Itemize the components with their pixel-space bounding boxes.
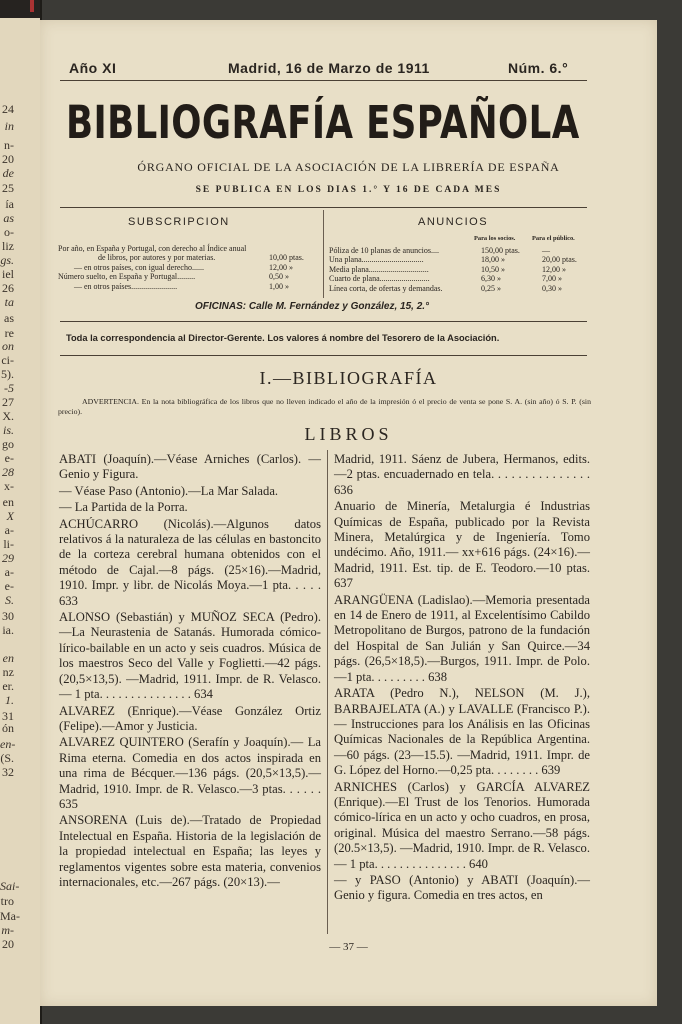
margin-fragment: x-	[4, 479, 14, 493]
bibliography-entry: ALVAREZ (Enrique).—Véase González Ortiz (Felipe).—Amor y Justicia.	[59, 703, 321, 733]
subscription-price: 12,00 »	[269, 262, 293, 272]
margin-fragment: a-	[4, 523, 14, 537]
ads-public: —	[542, 246, 550, 255]
margin-fragment: as	[4, 311, 14, 325]
margin-fragment: ia.	[2, 623, 14, 637]
publication-subtitle: ÓRGANO OFICIAL DE LA ASOCIACIÓN DE LA LIBRERÍA DE ESPAÑA	[137, 160, 560, 174]
subscription-row	[58, 272, 316, 281]
ads-table	[329, 246, 589, 293]
section-title: I.—BIBLIOGRAFÍA	[259, 368, 438, 388]
margin-fragment: iel	[2, 267, 14, 281]
ads-title: ANUNCIOS	[418, 216, 489, 228]
margin-fragment: ón	[2, 721, 14, 735]
ads-row	[329, 246, 589, 255]
margin-fragment: 1.	[5, 693, 14, 707]
margin-fragment: 25	[2, 181, 14, 195]
ads-public: 20,00 ptas.	[542, 255, 577, 265]
margin-fragment: 5).	[1, 367, 14, 381]
margin-fragment: m-	[1, 923, 14, 937]
ads-row	[329, 265, 589, 274]
margin-fragment: as	[3, 211, 14, 225]
info-divider	[323, 210, 324, 298]
bibliography-entry: ANSORENA (Luis de).—Tratado de Propiedad Intelectual en España. Historia de la legislación de la propiedad intelectual en España; las leyes y reglamentos vigentes sobre esta materia, convenios internacionales, etc.—267 págs. (20×13).—	[59, 813, 321, 889]
correspondence-notice: Toda la correspondencia al Director-Gerente. Los valores á nombre del Tesorero de la Asociación.	[66, 333, 500, 343]
margin-fragment: en-	[0, 737, 16, 751]
margin-fragment: is.	[2, 423, 14, 437]
ads-header-public: Para el público.	[532, 235, 575, 242]
subscription-row	[58, 244, 316, 253]
margin-fragment: S.	[5, 593, 14, 607]
bibliography-entry: ARATA (Pedro N.), NELSON (M. J.), BARBAJELATA (A.) y LAVALLE (Francisco P.).— Instrucciones para los Análisis en las Oficinas Químicas Nacionales de la República Argentina.—60 págs. (23—15.5). —Madrid, 1911. Impr. de G. López del Horno.—0,25 pta. . . . . . . . 639	[334, 686, 590, 778]
top-info-rule	[60, 207, 587, 208]
ads-label: Media plana..............................	[329, 264, 429, 274]
left-column	[59, 452, 321, 891]
margin-fragment: 29	[2, 551, 14, 565]
ads-members: 18,00 »	[481, 255, 505, 265]
bibliography-entry: — Véase Paso (Antonio).—La Mar Salada.	[59, 483, 279, 498]
bibliography-entry: — La Partida de la Porra.	[59, 500, 188, 515]
bibliography-entry: ALVAREZ QUINTERO (Serafín y Joaquín).— La Rima eterna. Comedia en dos actos inspirada en una rima de Bécquer.—136 págs. (20,5×13,5).—Madrid, 1910. Impr. de R. Velasco.—3 ptas. . . . . . 635	[59, 735, 321, 811]
margin-fragment: er.	[2, 679, 14, 693]
issue-number: Núm. 6.°	[508, 60, 569, 76]
red-marker	[30, 0, 34, 12]
section-rule	[60, 355, 587, 356]
advertencia-note: ADVERTENCIA. En la nota bibliográfica de los libros que no lleven indicado el año de la impresión ó el precio de venta se pone S. A. (sin año) ó S. P. (sin precio).	[58, 397, 591, 416]
subscription-table	[58, 244, 316, 291]
margin-fragment: Ma-	[0, 909, 20, 923]
margin-fragment: e-	[4, 579, 14, 593]
info-bottom-rule	[60, 321, 587, 322]
margin-fragment: 20	[2, 152, 14, 166]
margin-fragment: Sai-	[0, 879, 20, 893]
ads-members: 10,50 »	[481, 264, 505, 274]
margin-fragment: -5	[4, 381, 14, 395]
ads-public: 12,00 »	[542, 264, 566, 274]
margin-fragment: re	[4, 326, 14, 340]
margin-fragment: go	[2, 437, 14, 451]
margin-fragment: e-	[4, 451, 14, 465]
margin-fragment: ía	[5, 197, 14, 211]
margin-fragment: en	[2, 651, 14, 665]
page-gap-shadow	[0, 0, 40, 18]
bibliography-entry: ABATI (Joaquín).—Véase Arniches (Carlos). —Genio y Figura.	[59, 452, 321, 482]
margin-fragment: X.	[2, 409, 14, 423]
ads-members: 6,30 »	[481, 274, 501, 284]
margin-fragment: 32	[2, 765, 14, 779]
ads-label: Línea corta, de ofertas y demandas.	[329, 283, 443, 293]
ads-row	[329, 274, 589, 283]
margin-fragment: nz	[2, 665, 14, 679]
subscription-price: 0,50 »	[269, 272, 289, 282]
margin-fragment: 28	[2, 465, 14, 479]
ads-row	[329, 255, 589, 264]
margin-fragment: (S.	[0, 751, 14, 765]
margin-fragment: li-	[3, 537, 14, 551]
ads-label: Una plana...............................	[329, 255, 424, 265]
subscription-label: Número suelto, en España y Portugal.........	[58, 272, 196, 282]
margin-fragment: tro	[0, 894, 14, 908]
subscription-row	[58, 253, 316, 262]
subscription-label: de libros, por autores y por materias.	[98, 253, 216, 263]
margin-fragment: in	[4, 119, 14, 133]
ads-row	[329, 284, 589, 293]
offices-address: OFICINAS: Calle M. Fernández y González, 15, 2.°	[195, 301, 430, 312]
masthead-title: BIBLIOGRAFÍA ESPAÑOLA	[66, 96, 580, 149]
subscription-label: — en otros países.......................	[74, 281, 178, 291]
right-column	[334, 452, 590, 905]
bibliography-entry: ACHÚCARRO (Nicolás).—Algunos datos relativos á la naturaleza de las células en bastoncito de la corteza cerebral humana obtenidos con el método de Cajal.—8 págs. (25×16).—Madrid, 1910. Impr. y libr. de Nicolás Moya.—1 pta. . . . . 633	[59, 516, 321, 608]
header-rule	[60, 80, 587, 81]
margin-fragment: 27	[2, 395, 14, 409]
previous-page-edge	[0, 0, 42, 1024]
margin-fragment: 20	[2, 937, 14, 951]
margin-fragment: ta	[4, 295, 14, 309]
ads-header-members: Para los socios.	[474, 235, 516, 242]
subscription-price: 10,00 ptas.	[269, 253, 304, 263]
margin-fragment: o-	[4, 225, 14, 239]
ads-label: Póliza de 10 planas de anuncios....	[329, 246, 439, 255]
subscription-price: 1,00 »	[269, 281, 289, 291]
margin-fragment: liz	[2, 239, 14, 253]
year-label: Año XI	[69, 60, 117, 76]
subscription-label: Por año, en España y Portugal, con derecho al Índice anual	[58, 244, 247, 253]
libros-heading: LIBROS	[304, 424, 393, 444]
margin-fragment: 26	[2, 281, 14, 295]
margin-fragment: en	[2, 495, 14, 509]
ads-label: Cuarto de plana.........................	[329, 274, 430, 284]
bibliography-entry: ARNICHES (Carlos) y GARCÍA ALVAREZ (Enrique).—El Trust de los Tenorios. Humorada cómico-lírica en un acto y ocho cuadros, en prosa, original. Música del maestro Serrano.—58 págs. (20.5×13,5). —Madrid, 1910. Impr. de R. Velasco.— 1 pta. . . . . . . . . . . . . . . 640	[334, 779, 590, 871]
column-divider	[327, 450, 328, 934]
margin-fragment: X	[6, 509, 14, 523]
bibliography-entry: — y PASO (Antonio) y ABATI (Joaquín).— Genio y figura. Comedia en tres actos, en	[334, 872, 590, 903]
ads-public: 0,30 »	[542, 283, 562, 293]
subscription-row	[58, 263, 316, 272]
margin-fragment: 30	[2, 609, 14, 623]
subscription-title: SUBSCRIPCION	[128, 216, 230, 228]
margin-fragment: 31	[2, 709, 14, 723]
margin-fragment: de	[2, 166, 14, 180]
margin-fragment: gs.	[0, 253, 14, 267]
margin-fragment: on	[2, 339, 14, 353]
bibliography-entry: Madrid, 1911. Sáenz de Jubera, Hermanos, edits.—2 ptas. encuadernado en tela. . . . . . . . . . . . . . . 636	[334, 452, 590, 497]
ads-members: 150,00 ptas.	[481, 246, 520, 255]
page-number: — 37 —	[329, 941, 368, 953]
margin-fragment: n-	[4, 138, 14, 152]
subscription-row	[58, 282, 316, 291]
subscription-label: — en otros países, con igual derecho......	[74, 262, 204, 272]
ads-members: 0,25 »	[481, 283, 501, 293]
margin-fragment: a-	[4, 565, 14, 579]
bibliography-entry: ARANGÜENA (Ladislao).—Memoria presentada en 14 de Enero de 1911, al Excelentísimo Cabildo Metropolitano de Burgos, patrono de la fundación del Hospital de San Julián y San Quirce.—34 págs. (26,5×18,5).—Burgos, 1911. Impr. de Polo.—1 pta. . . . . . . . . 638	[334, 592, 590, 684]
margin-fragment: ci-	[1, 353, 14, 367]
ads-public: 7,00 »	[542, 274, 562, 284]
issue-date: Madrid, 16 de Marzo de 1911	[228, 60, 430, 76]
page	[40, 20, 657, 1006]
publication-schedule: SE PUBLICA EN LOS DIAS 1.° Y 16 DE CADA MES	[195, 185, 502, 195]
bibliography-entry: ALONSO (Sebastián) y MUÑOZ SECA (Pedro). —La Neurastenia de Satanás. Humorada cómico-lírico-bailable en un acto y seis cuadros. Música de los maestros Seco del Valle y Foglietti.—42 págs. (20,5×13,5). —Madrid, 1911. Impr. de R. Velasco.— 1 pta. . . . . . . . . . . . . . . 634	[59, 610, 321, 702]
margin-fragment: 24	[2, 102, 14, 116]
bibliography-entry: Anuario de Minería, Metalurgia é Industrias Químicas de España, publicado por la Revista Minera, Metalúrgica y de Ingeniería. Tomo undécimo. Año, 1911.— xx+616 págs. (24×16).—Madrid, 1911. Est. tip. de E. Teodoro.—10 ptas. 637	[334, 499, 590, 591]
